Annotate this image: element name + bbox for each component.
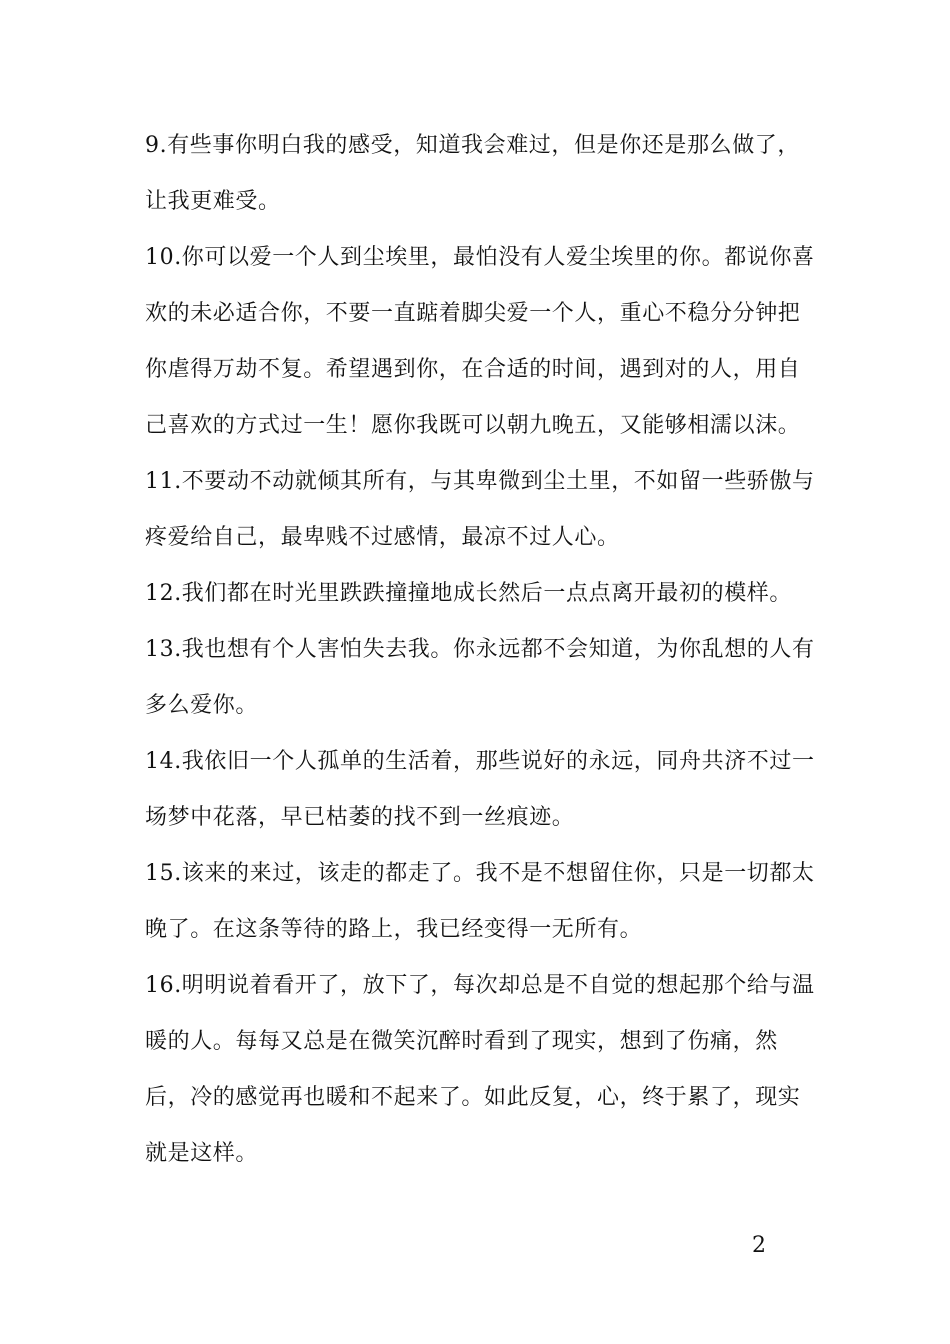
text-line: 后，冷的感觉再也暖和不起来了。如此反复，心，终于累了，现实: [145, 1085, 801, 1110]
text-line: 多么爱你。: [145, 693, 259, 718]
text-line: 己喜欢的方式过一生！愿你我既可以朝九晚五，又能够相濡以沫。: [145, 413, 801, 438]
text-line: 15.该来的来过，该走的都走了。我不是不想留住你，只是一切都太: [145, 861, 815, 886]
text-line: 10.你可以爱一个人到尘埃里，最怕没有人爱尘埃里的你。都说你喜: [145, 245, 815, 270]
text-line: 欢的未必适合你，不要一直踮着脚尖爱一个人，重心不稳分分钟把: [145, 301, 801, 326]
text-line: 暖的人。每每又总是在微笑沉醉时看到了现实，想到了伤痛，然: [145, 1029, 778, 1054]
text-line: 11.不要动不动就倾其所有，与其卑微到尘土里，不如留一些骄傲与: [145, 469, 815, 494]
text-line: 16.明明说着看开了，放下了，每次却总是不自觉的想起那个给与温: [145, 973, 815, 998]
text-line: 场梦中花落，早已枯萎的找不到一丝痕迹。: [145, 805, 575, 830]
text-line: 13.我也想有个人害怕失去我。你永远都不会知道，为你乱想的人有: [145, 637, 815, 662]
text-line: 晚了。在这条等待的路上，我已经变得一无所有。: [145, 917, 643, 942]
page-number: 2: [752, 1233, 766, 1258]
text-line: 12.我们都在时光里跌跌撞撞地成长然后一点点离开最初的模样。: [145, 581, 792, 606]
text-line: 你虐得万劫不复。希望遇到你，在合适的时间，遇到对的人，用自: [145, 357, 801, 382]
text-line: 疼爱给自己，最卑贱不过感情，最凉不过人心。: [145, 525, 620, 550]
text-line: 就是这样。: [145, 1141, 259, 1166]
text-line: 让我更难受。: [145, 189, 281, 214]
text-line: 9.有些事你明白我的感受，知道我会难过，但是你还是那么做了，: [145, 133, 800, 158]
text-line: 14.我依旧一个人孤单的生活着，那些说好的永远，同舟共济不过一: [145, 749, 815, 774]
